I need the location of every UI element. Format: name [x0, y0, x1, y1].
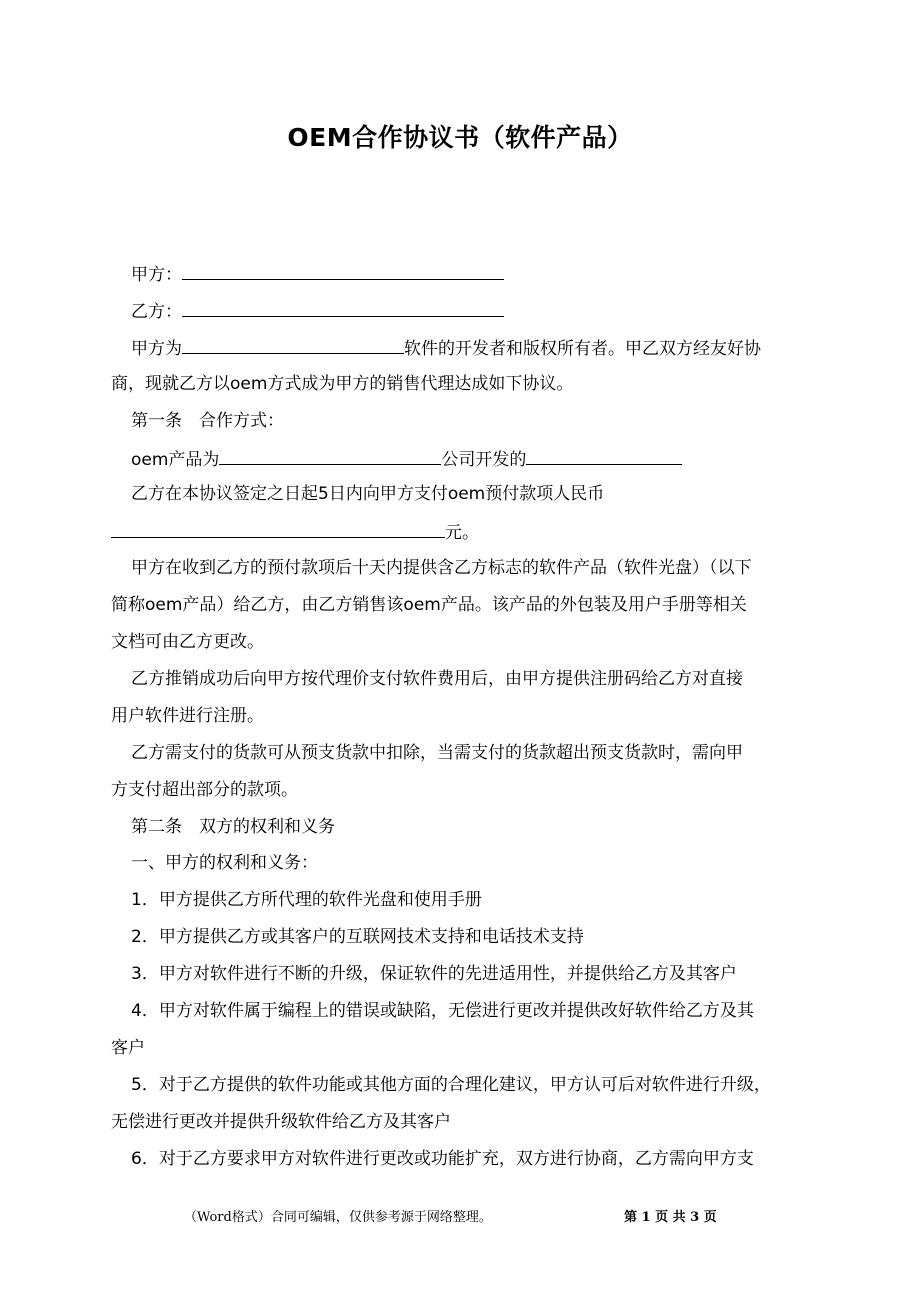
- line-text: 无偿进行更改并提供升级软件给乙方及其客户: [111, 1112, 451, 1132]
- fill-in-blank: [182, 299, 504, 317]
- body-line: [111, 889, 843, 911]
- line-text: oem产品为: [131, 450, 220, 470]
- body-line: [111, 1037, 823, 1059]
- line-text: 乙方：: [131, 302, 182, 322]
- fill-in-blank: [182, 336, 404, 354]
- body-line: [111, 1111, 823, 1133]
- body-line: [111, 373, 823, 395]
- line-text: 乙方需支付的货款可从预支货款中扣除，当需支付的货款超出预支货款时，需向甲: [131, 743, 743, 763]
- line-text: 甲方：: [131, 265, 182, 285]
- body-line: [111, 742, 843, 764]
- body-line: [111, 262, 843, 286]
- fill-in-blank: [111, 520, 445, 538]
- body-line: [111, 483, 843, 505]
- line-text: 5．对于乙方提供的软件功能或其他方面的合理化建议，甲方认可后对软件进行升级，: [131, 1075, 771, 1095]
- line-text: 4．甲方对软件属于编程上的错误或缺陷，无偿进行更改并提供改好软件给乙方及其: [131, 1001, 754, 1021]
- line-text: 6．对于乙方要求甲方对软件进行更改或功能扩充，双方进行协商，乙方需向甲方支: [131, 1149, 754, 1169]
- body-line: [111, 926, 843, 948]
- body-line: [111, 520, 823, 544]
- body-line: [111, 336, 843, 360]
- line-text: 第一条 合作方式：: [131, 411, 284, 431]
- line-text: 甲方为: [131, 339, 182, 359]
- line-text: 文档可由乙方更改。: [111, 632, 264, 652]
- body-line: [111, 410, 843, 432]
- line-text: 3．甲方对软件进行不断的升级，保证软件的先进适用性，并提供给乙方及其客户: [131, 964, 737, 984]
- body-line: [111, 963, 843, 985]
- body-line: [111, 779, 823, 801]
- footer-page-info: 第 1 页 共 3 页: [624, 1210, 717, 1225]
- fill-in-blank: [526, 447, 682, 465]
- line-text: 甲方在收到乙方的预付款项后十天内提供含乙方标志的软件产品（软件光盘）（以下: [131, 558, 752, 578]
- body-line: [111, 816, 843, 838]
- body-line: [111, 299, 843, 323]
- body-line: [111, 705, 823, 727]
- body-line: [111, 447, 843, 471]
- line-text: 用户软件进行注册。: [111, 706, 264, 726]
- line-text: 软件的开发者和版权所有者。甲乙双方经友好协: [404, 339, 761, 359]
- body-line: [111, 1148, 843, 1170]
- body-line: [111, 852, 843, 874]
- footer-note: （Word格式）合同可编辑，仅供参考源于网络整理。: [184, 1210, 492, 1225]
- line-text: 2．甲方提供乙方或其客户的互联网技术支持和电话技术支持: [131, 927, 584, 947]
- line-text: 客户: [111, 1038, 145, 1058]
- line-text: 一、甲方的权利和义务：: [131, 853, 318, 873]
- line-text: 商，现就乙方以oem方式成为甲方的销售代理达成如下协议。: [111, 374, 574, 394]
- body-line: [111, 631, 823, 653]
- fill-in-blank: [182, 262, 504, 280]
- line-text: 元。: [445, 523, 479, 543]
- line-text: 简称oem产品）给乙方，由乙方销售该oem产品。该产品的外包装及用户手册等相关: [111, 595, 747, 615]
- body-line: [111, 1074, 843, 1096]
- document-title: OEM合作协议书（软件产品）: [287, 123, 633, 152]
- line-text: 方支付超出部分的款项。: [111, 780, 298, 800]
- line-text: 公司开发的: [441, 450, 527, 470]
- fill-in-blank: [219, 447, 441, 465]
- line-text: 乙方推销成功后向甲方按代理价支付软件费用后，由甲方提供注册码给乙方对直接: [131, 669, 743, 689]
- line-text: 乙方在本协议签定之日起5日内向甲方支付oem预付款项人民币: [131, 484, 605, 504]
- body-line: [111, 557, 843, 579]
- body-line: [111, 594, 823, 616]
- line-text: 第二条 双方的权利和义务: [131, 817, 335, 837]
- body-line: [111, 1000, 843, 1022]
- line-text: 1．甲方提供乙方所代理的软件光盘和使用手册: [131, 890, 482, 910]
- body-line: [111, 668, 843, 690]
